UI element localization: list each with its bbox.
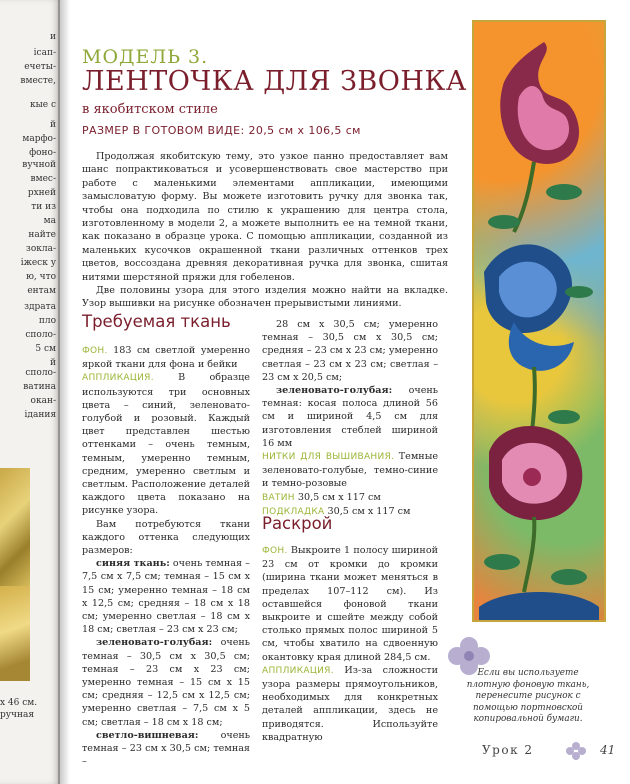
green-label: зеленовато-голубая: [96, 637, 213, 649]
intro-paragraph-2: Две половины узора для этого изделия можно найти на вкладке. Узор вышивки на рисунке обозначен прерывистыми линиями. [82, 285, 448, 310]
quilt-photo [472, 20, 606, 622]
fon-label: ФОН. [82, 346, 108, 356]
left-page-fragment: споло- [25, 368, 56, 378]
left-page-fragment: ечеты- [24, 62, 56, 72]
left-page-caption-size: х 46 см. [0, 698, 38, 708]
appl-label: АППЛИКАЦИЯ. [82, 373, 154, 384]
lesson-label: Урок 2 [482, 743, 534, 757]
fabric-blue [82, 557, 250, 636]
fabric-need: Вам потребуются ткани каждого оттенка следующих размеров: [82, 518, 250, 557]
intro-text [82, 150, 448, 311]
fabric-column [82, 344, 250, 769]
left-page-fragment: рхней [27, 188, 56, 198]
left-page-fragment: споло- [25, 330, 56, 340]
left-page-fragment: вучной [22, 160, 56, 170]
cut-appl-text: Из-за сложности узора размеры прямоугольников, необходимых для конкретных деталей аппликации, здесь не приводятся. Используйте квадратную [262, 664, 438, 743]
fabric-column-2 [262, 318, 438, 519]
cherry-text: очень темная – 23 см х 30,5 см; темная – [82, 729, 250, 768]
left-page-fragment: зоклa- [25, 244, 56, 254]
blue-text: очень темная – 7,5 см х 7,5 см; темная – 15 см х 15 см; умеренно темная – 18 см х 12,5 см; средняя – 18 см х 18 см; умеренно светлая – 18 см х 18 см; светлая – 23 см х 23 см; [82, 558, 250, 636]
lining-label: ПОДКЛАДКА [262, 506, 325, 517]
left-page-photo [0, 468, 30, 588]
left-page-fragment: ватина [23, 382, 56, 392]
batting-label: ВАТИН [262, 492, 295, 503]
green-text: очень темная – 30,5 см х 30,5 см; темная – 23 см х 23 см; умеренно темная – 15 см х 15 см; средняя – 12,5 см х 12,5 см; умеренно светлая – 7,5 см х 5 см; светлая – 18 см х 18 см; [82, 637, 250, 728]
greenblue-label: зеленовато-голубая: [276, 385, 393, 397]
left-page-fragment: вмес- [30, 174, 56, 184]
quilt-motifs [474, 22, 604, 620]
threads-label: НИТКИ ДЛЯ ВЫШИВАНИЯ. [262, 452, 395, 463]
left-page-fragment: ідания [24, 410, 56, 420]
col2-batting [262, 491, 438, 505]
intro-paragraph-1: Продолжая якобитскую тему, это узкое панно предоставляет вам шанс попрактиковаться и усовершенствовать свое мастерство при работе с маленькими элементами аппликации, имеющими замысловатую форму. Вы можете изготовить ручку для звонка так, чтобы она подходила по стилю к украшению для центра стола, изготовленному в модели 2, а можете выполнить ее на темной ткани, как показано в образце урока. С помощью аппликации, созданной из маленьких кусочков окрашенной ткани различных оттенков трех цветов, воссоздана древняя декоративная ручка для звонка, сшитая нитями шерстяной пряжи для гобеленов. [82, 151, 448, 283]
left-page-fragment: фоно- [29, 148, 56, 158]
left-facing-page [0, 0, 60, 784]
left-page-fragment: ти из [31, 202, 56, 212]
left-page-fragment: здрата [24, 302, 56, 312]
lining-text: 30,5 см х 117 см [324, 505, 411, 517]
fabric-green [82, 636, 250, 728]
cut-fon-text: Выкроите 1 полосу шириной 23 см от кромки до кромки (ширина ткани может меняться в пределах 107–112 см). Из оставшейся фоновой ткани выкроите и сшейте между собой столько прямых полос шириной 5 см, чтобы хватило на сдвоенную окантовку края длиной 284,5 см. [262, 545, 438, 663]
cutting-appl [262, 664, 438, 744]
finished-size: РАЗМЕР В ГОТОВОМ ВИДЕ: 20,5 см х 106,5 см [82, 124, 361, 137]
left-page-fragment: кые с [29, 100, 56, 110]
col2-greenblue [262, 384, 438, 450]
model-label: МОДЕЛЬ 3. [82, 46, 209, 68]
tip-note: Если вы используете плотную фоновую ткань, перенесите рисунок с помощью портновской копировальной бумаги. [466, 668, 590, 725]
fabric-cherry [82, 729, 250, 769]
blue-label: синяя ткань: [96, 558, 170, 570]
cherry-label: светло-вишневая: [96, 729, 199, 741]
page-title: ЛЕНТОЧКА ДЛЯ ЗВОНКА [82, 66, 467, 97]
fabric-appl [82, 371, 250, 517]
col2-cont: 28 см х 30,5 см; умеренно темная – 30,5 см х 30,5 см; средняя – 23 см х 23 см; умеренно светлая – 23 см х 23 см; светлая – 23 см х 20,5 см; [262, 319, 438, 383]
cutting-column [262, 544, 438, 744]
left-page-fragment: ісап- [33, 48, 56, 58]
cut-appl-label: АППЛИКАЦИЯ. [262, 665, 334, 676]
fabric-heading: Требуемая ткань [82, 312, 231, 331]
page-number: 41 [600, 743, 616, 757]
left-page-fragment: іжеск у [20, 258, 56, 268]
left-page-fragment: 5 см [35, 344, 56, 354]
page-gutter [58, 0, 70, 784]
page-subtitle: в якобитском стиле [82, 102, 218, 117]
batting-text: 30,5 см х 117 см [294, 491, 381, 503]
left-page-fragment: марфо- [22, 134, 56, 144]
greenblue-text: очень темная: косая полоса длиной 56 см и шириной 4,5 см для изготовления стеблей шириной 16 мм [262, 385, 438, 449]
left-page-fragment: найте [28, 230, 56, 240]
fon-text: 183 см светлой умеренно яркой ткани для фона и бейки [82, 345, 250, 371]
left-page-fragment: й [50, 358, 56, 368]
left-page-fragment: вместе, [20, 76, 56, 86]
appl-text: В образце используются три основных цвета – синий, зеленовато-голубой и розовый. Каждый цвет представлен шестью оттенками – очень темным, темным, умеренно темным, средним, умеренно светлым и светлым. Расположение деталей каждого цвета показано на рисунке узора. [82, 372, 250, 517]
cut-fon-label: ФОН. [262, 546, 288, 556]
cutting-fon [262, 544, 438, 664]
left-page-fragment: пло [38, 316, 56, 326]
left-page-fragment: ма [43, 216, 56, 226]
fabric-fon [82, 344, 250, 371]
threads-text: Темные зеленовато-голубые, темно-синие и темно-розовые [262, 451, 439, 490]
left-page-fragment: й [50, 120, 56, 130]
left-page-caption-word: ручная [0, 710, 35, 720]
left-page-fragment: ю, что [26, 272, 56, 282]
left-page-photo-2 [0, 586, 30, 681]
col2-threads [262, 450, 438, 491]
flower-icon [566, 742, 586, 760]
left-page-fragment: окан- [30, 396, 56, 406]
left-page-fragment: и [50, 32, 56, 42]
left-page-fragment: ентам [27, 286, 56, 296]
cutting-heading: Раскрой [262, 514, 333, 533]
